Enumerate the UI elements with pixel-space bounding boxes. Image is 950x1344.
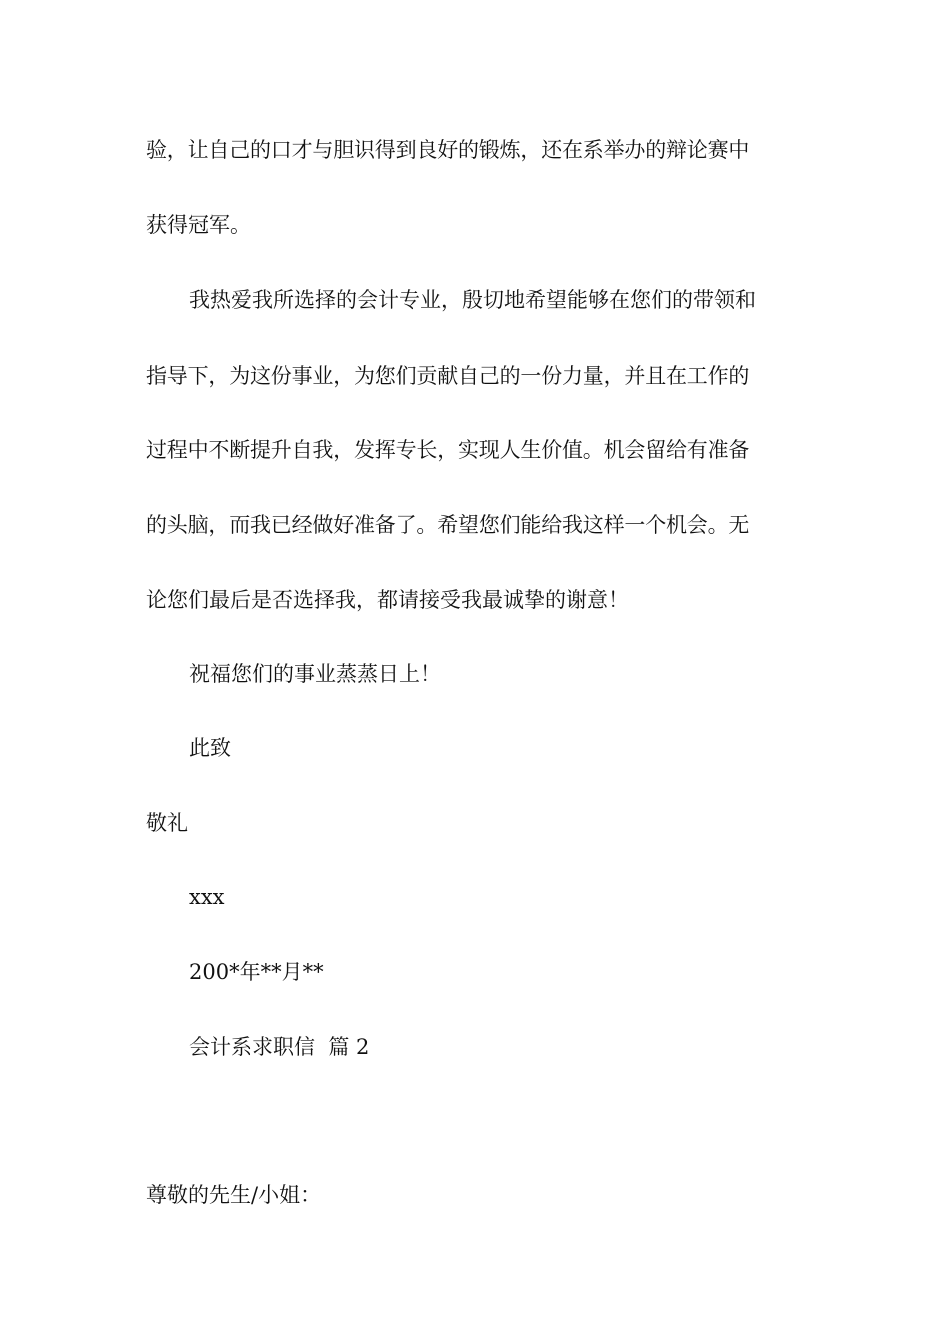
body-line-1: 验，让自己的口才与胆识得到良好的锻炼，还在系举办的辩论赛中 <box>146 138 750 162</box>
body-line-5: 过程中不断提升自我，发挥专长，实现人生价值。机会留给有准备 <box>146 438 750 462</box>
body-line-7: 论您们最后是否选择我，都请接受我最诚挚的谢意！ <box>146 588 629 612</box>
closing-salutation: 此致 <box>189 736 231 760</box>
closing-wish: 祝福您们的事业蒸蒸日上！ <box>189 662 441 686</box>
body-line-3: 我热爱我所选择的会计专业，殷切地希望能够在您们的带领和 <box>189 288 756 312</box>
signature-name: xxx <box>189 885 225 909</box>
greeting-line: 尊敬的先生/小姐： <box>146 1183 322 1207</box>
body-line-4: 指导下，为这份事业，为您们贡献自己的一份力量，并且在工作的 <box>146 364 750 388</box>
closing-regards: 敬礼 <box>146 811 188 835</box>
body-line-2: 获得冠军。 <box>146 213 251 237</box>
section-heading: 会计系求职信 篇 2 <box>189 1035 370 1059</box>
body-line-6: 的头脑，而我已经做好准备了。希望您们能给我这样一个机会。无 <box>146 513 750 537</box>
signature-date: 200*年**月** <box>189 960 324 984</box>
